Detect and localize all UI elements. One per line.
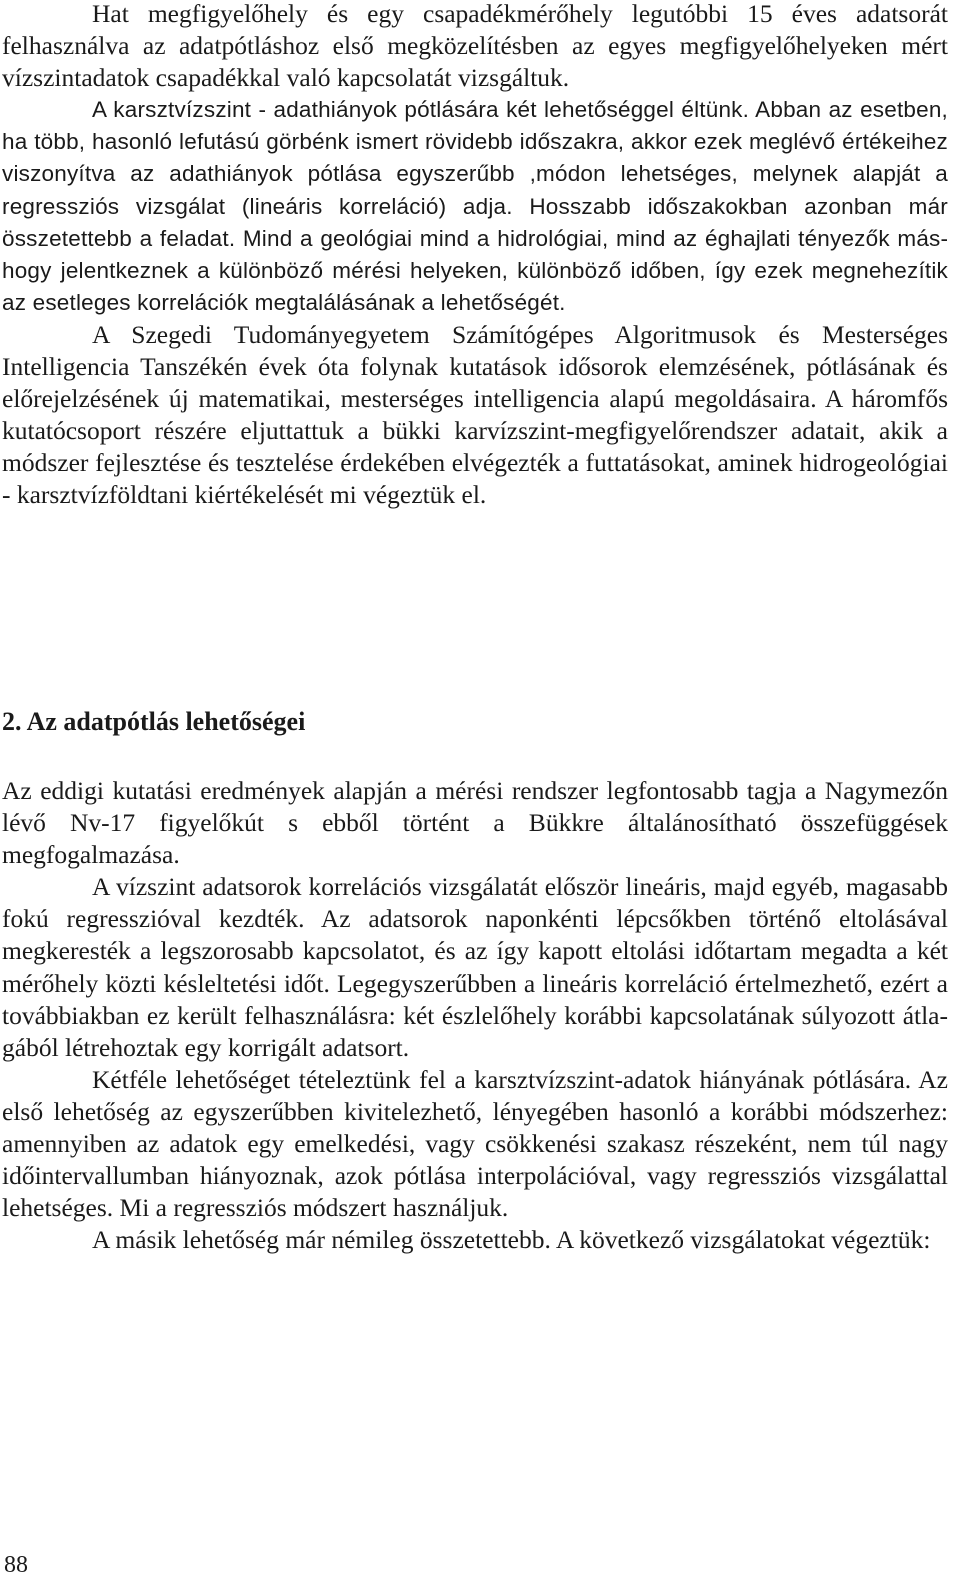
page-number: 88: [4, 1552, 28, 1578]
section-body: [2, 775, 948, 1256]
paragraph-two-options: Kétféle lehetőséget tételeztünk fel a karsztvízszint-adatok hiányának pótlására. Az első lehetőség az egyszerűbben kivitelezhető, lényegében hasonló a korábbi módszerhez: amennyiben az adatok egy emelkedési, vagy csökkenési szakasz részeként, nem túl nagy időintervallumban hiányoznak, azok pótlása interpolációval, vagy regressziós vizsgálattal lehetséges. Mi a regressziós módszert használjuk.: [2, 1064, 948, 1223]
paragraph-szeged-research: A Szegedi Tudományegyetem Számítógépes Algoritmusok és Mesterséges Intelligencia Tanszékén évek óta folynak kutatások idősorok elemzésének, pótlásának és előrejelzésének új matematikai, mesterséges intelligencia alapú megoldásaira. A háromfős kutatócsoport részére eljuttattuk a bükki karvízszint-megfigyelőrendszer adatait, akik a módszer fejlesztése és tesztelése érdekében elvégezték a futtatásokat, aminek hidrogeológiai - karsztvízföldtani kiértékelését mi végeztük el.: [2, 319, 948, 510]
paragraph-research-results: Az eddigi kutatási eredmények alapján a mérési rendszer legfontosabb tagja a Nagymezőn lévő Nv-17 figyelőkút s ebből történt a Bükkre általánosítható összefüggések megfogalmazása.: [2, 776, 948, 870]
paragraph-second-option: A másik lehetőség már némileg összetettebb. A következő vizsgálatokat végeztük:: [92, 1225, 931, 1255]
intro-text-block: [2, 0, 948, 512]
paragraph-intro: Hat megfigyelőhely és egy csapadékmérőhely legutóbbi 15 éves adatsorát felhasználva az adatpótláshoz első megközelítésben az egyes megfigyelőhelyeken mért vízszintadatok csapadékkal való kapcsolatát vizsgáltuk.: [2, 0, 948, 93]
paragraph-gap-filling-options: A karsztvízszint - adathiányok pótlására két lehetőséggel éltünk. Abban az esetben, ha több, hasonló lefutású görbénk ismert rövidebb időszakra, akkor ezek meglévő értékeihez viszonyítva az adathiányok pótlása egyszerűbb ,módon lehetséges, melynek alapját a regressziós vizsgálat (lineáris korreláció) adja. Hosszabb időszakokban azonban már összetettebb a feladat. Mind a geológiai mind a hidrológiai, mind az éghajlati tényezők máshogy jelentkeznek a különböző mérési helyeken, különböző időben, így ezek megnehezítik az esetleges korrelációk megtalálásának a lehetőségét.: [2, 97, 948, 315]
section-heading: 2. Az adatpótlás lehetőségei: [2, 707, 306, 736]
paragraph-correlation-analysis: A vízszint adatsorok korrelációs vizsgálatát először lineáris, majd egyéb, magasabb fokú regresszióval kezdték. Az adatsorok naponkénti lépcsőkben történő eltolásával megkeresték a legszorosabb kapcsolatot, és az így kapott eltolási időtartam megadta a két mérőhely közti késleltetési időt. Legegyszerűbben a lineáris korreláció értelmezhető, ezért a továbbiakban ez került felhasználásra: két észlelőhely korábbi kapcsolatának súlyozott átlagából létrehoztak egy korrigált adatsort.: [2, 872, 948, 1062]
